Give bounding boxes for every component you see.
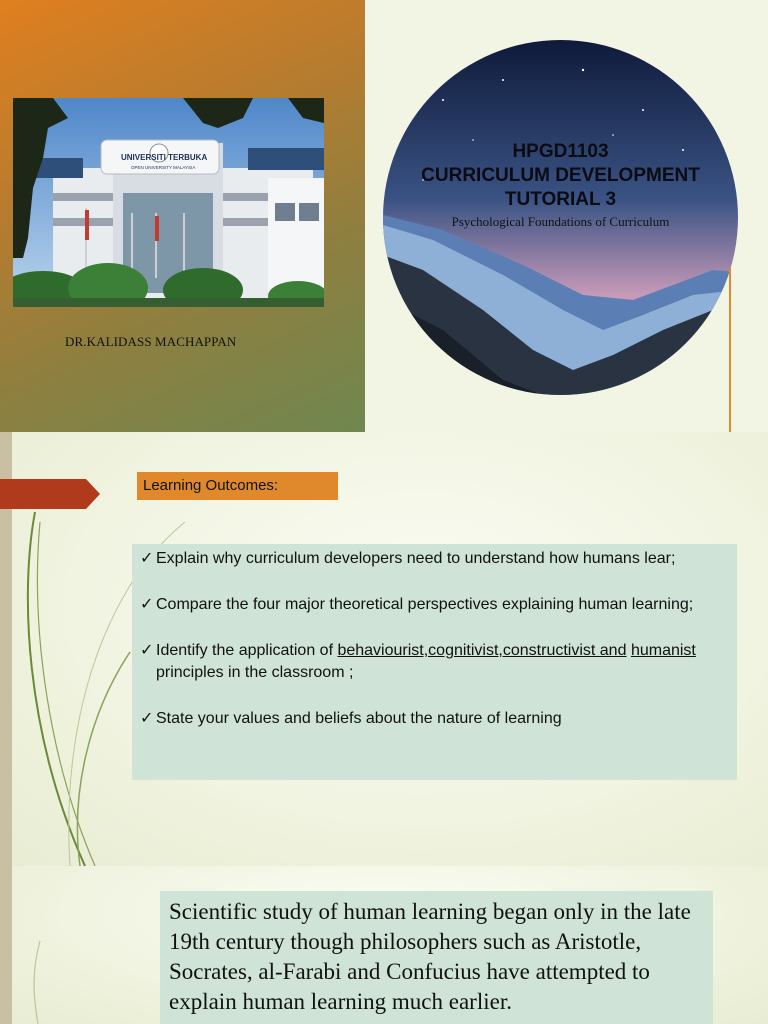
checkmark-icon: ✓: [140, 710, 154, 727]
list-item: [140, 548, 723, 570]
tutorial-number: TUTORIAL 3: [504, 189, 617, 210]
outcome-underlined-term: humanist: [630, 642, 696, 659]
list-item: [140, 594, 723, 616]
title-slide: [0, 0, 768, 432]
author-name: DR.KALIDASS MACHAPPAN: [65, 334, 237, 349]
title-block: [383, 140, 738, 230]
learning-outcomes-heading: Learning Outcomes:: [137, 472, 338, 500]
sign-text: UNIVERSITI TERBUKA: [121, 153, 208, 162]
checkmark-icon: ✓: [140, 642, 154, 659]
checkmark-icon: ✓: [140, 550, 154, 567]
checkmark-icon: ✓: [140, 596, 154, 613]
subtitle: Psychological Foundations of Curriculum: [451, 214, 670, 229]
course-code: HPGD1103: [512, 141, 609, 162]
list-item: [140, 640, 723, 684]
outcome-text: Compare the four major theoretical perspectives explaining human learning;: [156, 596, 694, 613]
outcome-text: State your values and beliefs about the nature of learning: [156, 710, 562, 727]
learning-outcomes-box: [132, 544, 737, 780]
campus-building-photo: [13, 98, 324, 307]
learning-outcomes-slide: [0, 432, 768, 866]
red-arrow-icon: [0, 479, 100, 509]
content-slide: [0, 866, 768, 1024]
course-title: CURRICULUM DEVELOPMENT: [421, 165, 700, 186]
orange-accent-line: [729, 268, 731, 432]
list-item: [140, 708, 723, 730]
outcome-underlined-terms: behaviourist,cognitivist,constructivist and: [337, 642, 627, 659]
outcome-text-prefix: Identify the application of: [156, 642, 338, 659]
sign-subtext: OPEN UNIVERSITY MALAYSIA: [131, 165, 196, 170]
body-text: Scientific study of human learning began only in the late 19th century though philosophers such as Aristotle, Socrates, al-Farabi and Confucius have attempted to explain human learning much earlier.: [169, 899, 691, 1014]
text-box: [160, 891, 713, 1024]
outcome-text: Explain why curriculum developers need to understand how humans lear;: [156, 550, 676, 567]
outcome-text-suffix: principles in the classroom ;: [156, 664, 354, 681]
